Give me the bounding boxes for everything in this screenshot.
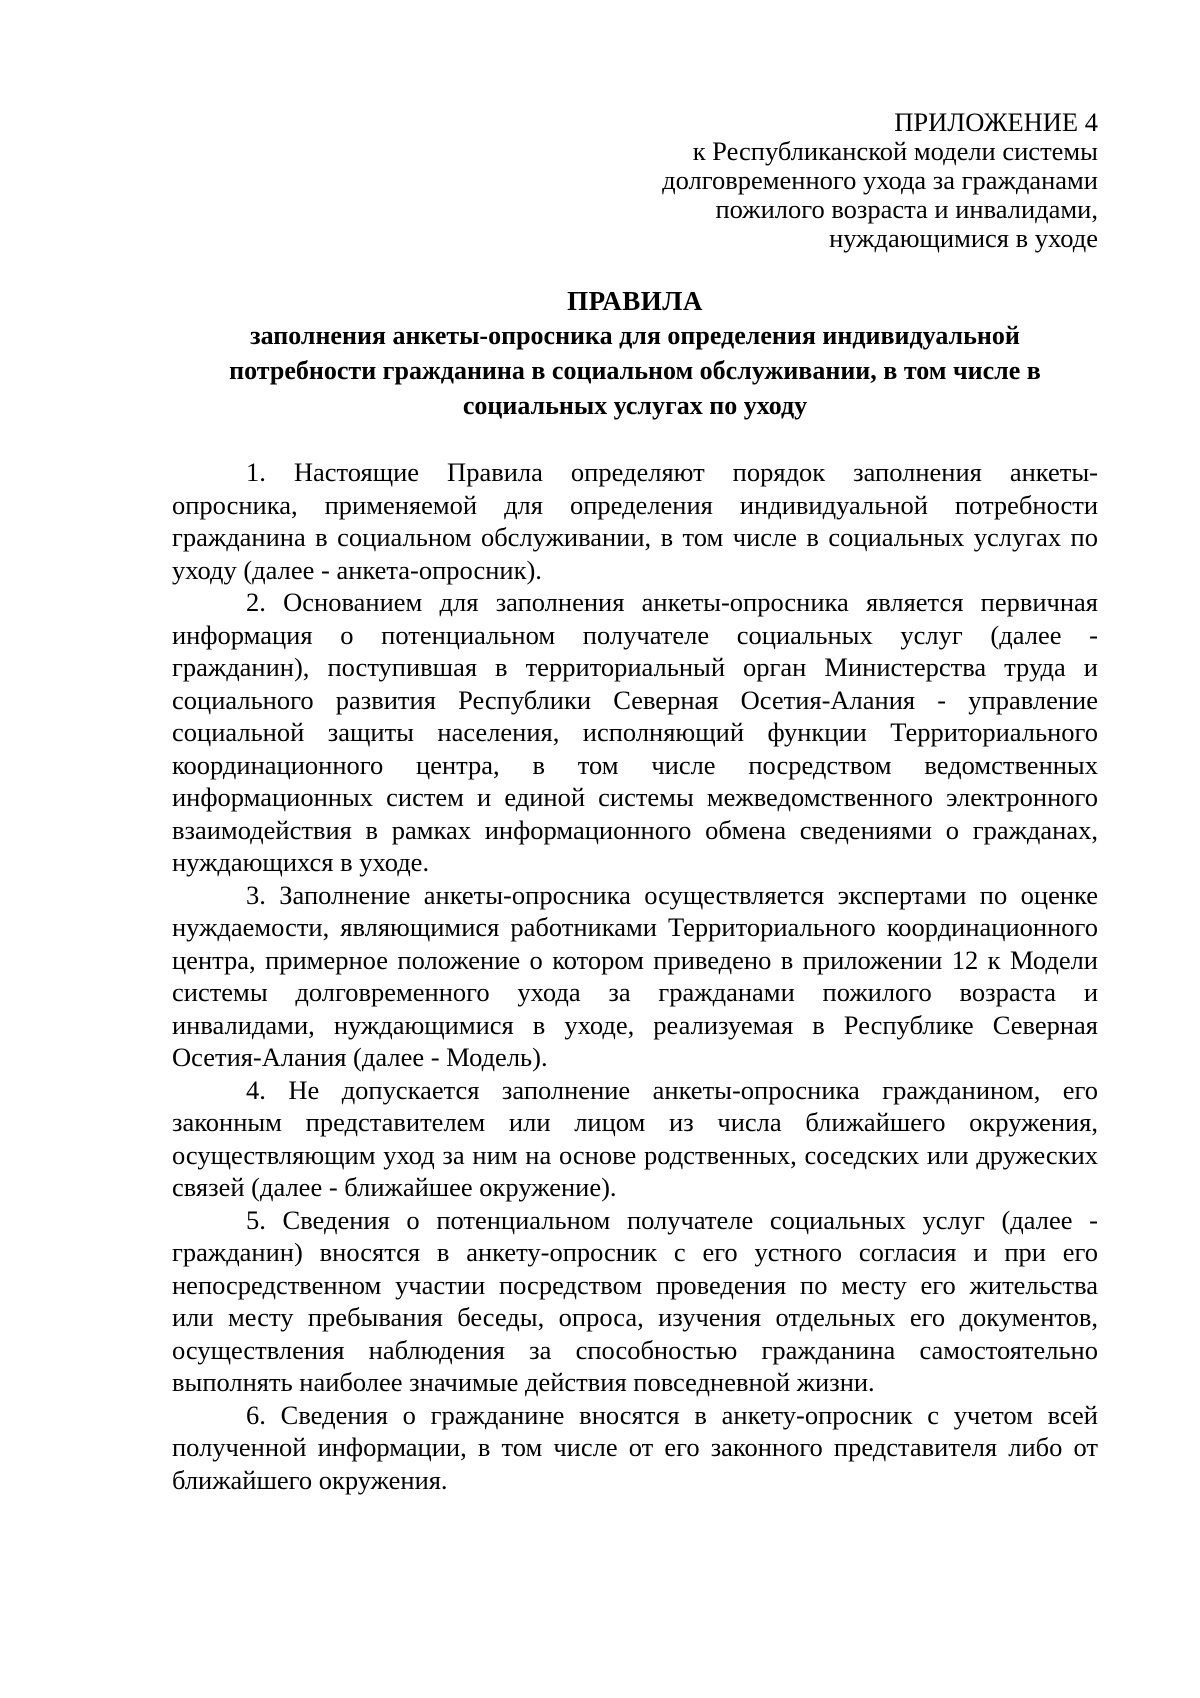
title-sub-line: социальных услугах по уходу xyxy=(462,391,808,420)
paragraph-line: законным представителем или лицом из числа ближайшего окружения, xyxy=(172,1107,1098,1137)
paragraph-3 xyxy=(172,879,1098,1074)
paragraph-line: нуждаемости, являющимися работниками Территориального координационного xyxy=(172,912,1098,942)
paragraph-line: 1. Настоящие Правила определяют порядок заполнения анкеты- xyxy=(246,457,1098,487)
paragraph-line: связей (далее - ближайшее окружение). xyxy=(172,1172,617,1202)
paragraph-line: или месту пребывания беседы, опроса, изучения отдельных его документов, xyxy=(172,1302,1098,1332)
paragraph-line: 2. Основанием для заполнения анкеты-опросника является первичная xyxy=(246,587,1098,617)
paragraph-line: информационных систем и единой системы межведомственного электронного xyxy=(172,782,1098,812)
paragraph-line: уходу (далее - анкета-опросник). xyxy=(172,554,542,585)
paragraph-line: осуществления наблюдения за способностью гражданина самостоятельно xyxy=(172,1334,1098,1365)
paragraph-line: системы долговременного ухода за гражданами пожилого возраста и xyxy=(172,977,1098,1007)
title-sub-line: заполнения анкеты-опросника для определения индивидуальной xyxy=(250,321,1020,350)
paragraph-line: координационного центра, в том числе посредством ведомственных xyxy=(172,749,1098,780)
paragraph-line: нуждающихся в уходе. xyxy=(172,847,430,877)
paragraph-line: взаимодействия в рамках информационного обмена сведениями о гражданах, xyxy=(172,814,1098,845)
paragraph-line: Осетия-Алания (далее - Модель). xyxy=(172,1042,548,1072)
paragraph-line: гражданина в социальном обслуживании, в том числе в социальных услугах по xyxy=(172,522,1098,552)
paragraph-6 xyxy=(172,1399,1098,1497)
title-main: ПРАВИЛА xyxy=(567,286,703,316)
paragraph-line: опросника, применяемой для определения индивидуальной потребности xyxy=(172,489,1098,520)
paragraph-5 xyxy=(172,1204,1098,1399)
paragraph-line: информация о потенциальном получателе социальных услуг (далее - xyxy=(172,619,1098,650)
appendix-line: пожилого возраста и инвалидами, xyxy=(715,194,1098,224)
paragraph-line: полученной информации, в том числе от его законного представителя либо от xyxy=(172,1432,1098,1462)
paragraph-line: гражданин) вносятся в анкету-опросник с его устного согласия и при его xyxy=(172,1237,1098,1267)
appendix-line: долговременного ухода за гражданами xyxy=(662,165,1098,195)
paragraph-line: осуществляющим уход за ним на основе родственных, соседских или дружеских xyxy=(172,1139,1098,1170)
appendix-line: ПРИЛОЖЕНИЕ 4 xyxy=(894,107,1098,137)
paragraph-line: инвалидами, нуждающимися в уходе, реализуемая в Республике Северная xyxy=(172,1009,1098,1040)
paragraph-2 xyxy=(172,586,1098,879)
paragraph-line: ближайшего окружения. xyxy=(172,1464,448,1495)
paragraph-line: социального развития Республики Северная Осетия-Алания - управление xyxy=(172,684,1098,715)
document-title xyxy=(172,286,1098,422)
paragraph-line: 5. Сведения о потенциальном получателе социальных услуг (далее - xyxy=(246,1204,1098,1235)
document-body xyxy=(172,456,1098,1496)
appendix-header xyxy=(458,108,1098,253)
appendix-line: к Республиканской модели системы xyxy=(692,136,1098,166)
paragraph-line: социальной защиты населения, исполняющий функции Территориального xyxy=(172,717,1098,747)
paragraph-line: 4. Не допускается заполнение анкеты-опросника гражданином, его xyxy=(246,1074,1098,1105)
paragraph-line: 6. Сведения о гражданине вносятся в анкету-опросник с учетом всей xyxy=(246,1399,1098,1430)
paragraph-line: гражданин), поступившая в территориальный орган Министерства труда и xyxy=(172,652,1098,682)
paragraph-line: 3. Заполнение анкеты-опросника осуществляется экспертами по оценке xyxy=(246,879,1098,910)
paragraph-line: выполнять наиболее значимые действия повседневной жизни. xyxy=(172,1367,875,1397)
paragraph-1 xyxy=(172,456,1098,586)
title-sub-line: потребности гражданина в социальном обслуживании, в том числе в xyxy=(229,356,1041,385)
paragraph-4 xyxy=(172,1074,1098,1204)
appendix-line: нуждающимися в уходе xyxy=(829,223,1098,253)
paragraph-line: непосредственном участии посредством проведения по месту его жительства xyxy=(172,1269,1098,1300)
paragraph-line: центра, примерное положение о котором приведено в приложении 12 к Модели xyxy=(172,944,1098,975)
